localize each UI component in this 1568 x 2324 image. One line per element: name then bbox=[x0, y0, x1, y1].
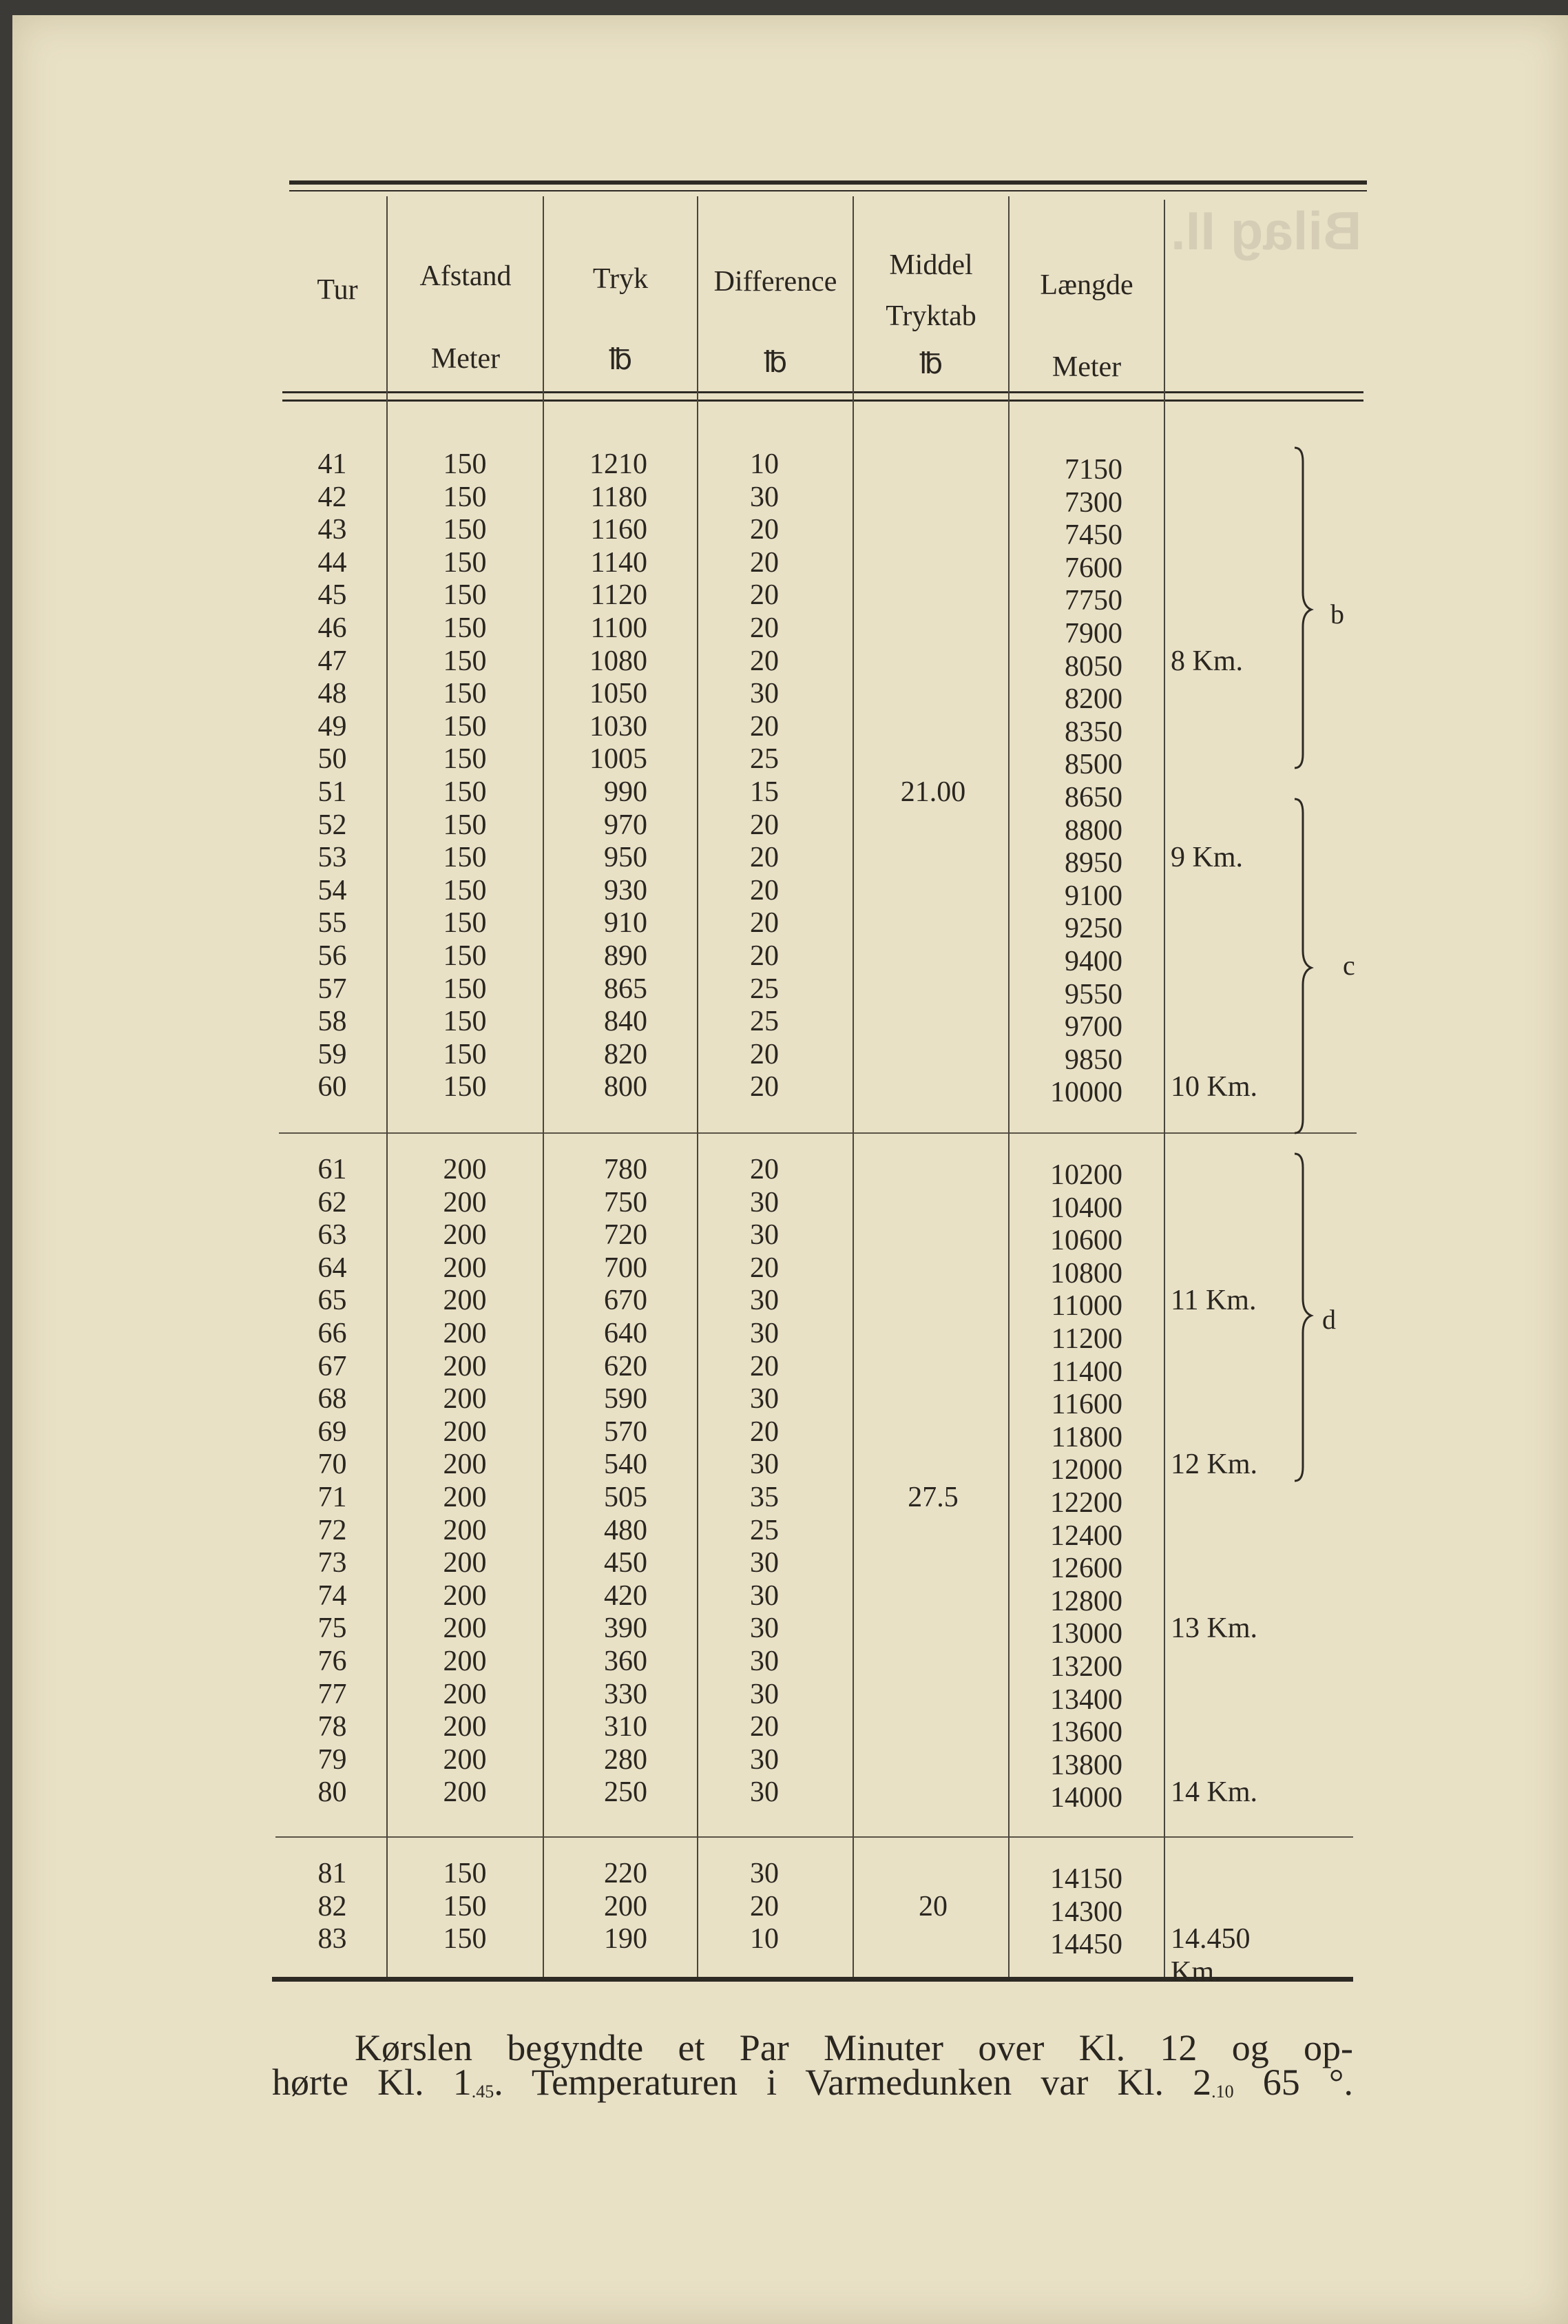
laengde-cell: 12200 bbox=[1050, 1487, 1122, 1519]
top-rule bbox=[289, 180, 1367, 185]
difference-cell: 30 bbox=[750, 1858, 779, 1889]
difference-cell: 20 bbox=[750, 842, 779, 874]
tur-cell: 71 bbox=[317, 1482, 347, 1513]
difference-cell: 30 bbox=[750, 1219, 779, 1252]
tryk-cell: 1080 bbox=[589, 645, 647, 677]
tur-cell: 62 bbox=[317, 1186, 347, 1218]
tryk-cell: 720 bbox=[604, 1219, 647, 1252]
table-row bbox=[0, 1481, 1568, 1519]
grouping-braces bbox=[1281, 441, 1322, 1502]
laengde-cell: 10400 bbox=[1050, 1192, 1122, 1224]
laengde-cell: 8650 bbox=[1065, 782, 1122, 813]
laengde-cell: 13200 bbox=[1050, 1651, 1122, 1683]
difference-cell: 30 bbox=[750, 1547, 779, 1579]
table-row bbox=[0, 1415, 1568, 1453]
difference-cell: 20 bbox=[750, 809, 779, 841]
difference-cell: 10 bbox=[750, 448, 779, 480]
afstand-cell: 200 bbox=[443, 1219, 487, 1252]
difference-cell: 15 bbox=[750, 776, 779, 808]
tryk-cell: 950 bbox=[604, 842, 647, 874]
difference-cell: 25 bbox=[750, 1006, 779, 1038]
tur-cell: 63 bbox=[317, 1219, 347, 1252]
afstand-cell: 200 bbox=[443, 1612, 487, 1645]
table-row bbox=[0, 1546, 1568, 1585]
tryk-cell: 590 bbox=[604, 1383, 647, 1415]
afstand-cell: 200 bbox=[443, 1743, 487, 1776]
laengde-cell: 7600 bbox=[1065, 552, 1122, 584]
afstand-cell: 200 bbox=[443, 1350, 487, 1382]
laengde-cell: 9250 bbox=[1065, 913, 1122, 945]
show-through-title: Bilag II. bbox=[1171, 200, 1362, 261]
table-row bbox=[0, 645, 1568, 683]
tur-cell: 55 bbox=[317, 907, 347, 940]
tryk-cell: 280 bbox=[604, 1743, 647, 1776]
table-row bbox=[0, 710, 1568, 748]
middel-tryktab-cell: 20 bbox=[919, 1890, 948, 1922]
afstand-cell: 200 bbox=[443, 1449, 487, 1481]
difference-cell: 20 bbox=[750, 907, 779, 940]
difference-cell: 30 bbox=[750, 1449, 779, 1481]
tryk-cell: 620 bbox=[604, 1350, 647, 1382]
tur-cell: 64 bbox=[317, 1252, 347, 1284]
tryk-cell: 310 bbox=[604, 1711, 647, 1743]
difference-cell: 20 bbox=[750, 1890, 779, 1922]
afstand-cell: 200 bbox=[443, 1514, 487, 1546]
header-middel-unit: ℔ bbox=[919, 349, 943, 380]
difference-cell: 20 bbox=[750, 940, 779, 972]
afstand-cell: 150 bbox=[443, 612, 487, 644]
afstand-cell: 150 bbox=[443, 710, 487, 743]
laengde-cell: 7450 bbox=[1065, 519, 1122, 552]
tryk-cell: 700 bbox=[604, 1252, 647, 1284]
difference-cell: 30 bbox=[750, 1646, 779, 1677]
header-rule-2 bbox=[282, 400, 1363, 402]
tryk-cell: 750 bbox=[604, 1186, 647, 1218]
footnote-text: 65 °. bbox=[1233, 2062, 1353, 2103]
tryk-cell: 390 bbox=[604, 1612, 647, 1645]
tur-cell: 82 bbox=[317, 1890, 347, 1922]
tur-cell: 48 bbox=[317, 678, 347, 710]
km-note: 14.450 Km. bbox=[1171, 1923, 1251, 1989]
tur-cell: 50 bbox=[317, 743, 347, 776]
afstand-cell: 150 bbox=[443, 448, 487, 480]
tryk-cell: 640 bbox=[604, 1318, 647, 1349]
tur-cell: 60 bbox=[317, 1071, 347, 1103]
brace-label-c: c bbox=[1343, 950, 1355, 981]
header-difference: Difference bbox=[713, 266, 837, 298]
tur-cell: 66 bbox=[317, 1318, 347, 1349]
difference-cell: 25 bbox=[750, 1514, 779, 1546]
tryk-cell: 360 bbox=[604, 1646, 647, 1677]
tryk-cell: 420 bbox=[604, 1579, 647, 1612]
laengde-cell: 8950 bbox=[1065, 847, 1122, 880]
tur-cell: 65 bbox=[317, 1285, 347, 1317]
header-afstand: Afstand bbox=[419, 260, 512, 292]
tur-cell: 58 bbox=[317, 1006, 347, 1038]
tryk-cell: 930 bbox=[604, 874, 647, 906]
table-row bbox=[0, 1857, 1568, 1895]
tur-cell: 53 bbox=[317, 842, 347, 874]
header-tur: Tur bbox=[317, 274, 358, 306]
table-row bbox=[0, 1922, 1568, 1989]
laengde-cell: 10600 bbox=[1050, 1225, 1122, 1257]
difference-cell: 30 bbox=[750, 1776, 779, 1809]
km-note: 14 Km. bbox=[1171, 1776, 1257, 1809]
table-row bbox=[0, 546, 1568, 584]
afstand-cell: 150 bbox=[443, 645, 487, 677]
tryk-cell: 800 bbox=[604, 1071, 647, 1103]
tryk-cell: 250 bbox=[604, 1776, 647, 1809]
tryk-cell: 910 bbox=[604, 907, 647, 940]
afstand-cell: 150 bbox=[443, 842, 487, 874]
tur-cell: 78 bbox=[317, 1711, 347, 1743]
afstand-cell: 150 bbox=[443, 776, 487, 808]
table-row bbox=[0, 776, 1568, 813]
section-divider-2 bbox=[275, 1836, 1353, 1838]
footnote-sub: .45 bbox=[471, 2082, 494, 2102]
laengde-cell: 8200 bbox=[1065, 683, 1122, 716]
tur-cell: 73 bbox=[317, 1547, 347, 1579]
header-middel: Middel bbox=[889, 249, 973, 281]
afstand-cell: 150 bbox=[443, 481, 487, 513]
table-row bbox=[0, 743, 1568, 781]
laengde-cell: 8500 bbox=[1065, 749, 1122, 781]
afstand-cell: 200 bbox=[443, 1415, 487, 1448]
tryk-cell: 1030 bbox=[589, 710, 647, 743]
top-rule-thin bbox=[289, 190, 1367, 191]
tryk-cell: 330 bbox=[604, 1678, 647, 1710]
afstand-cell: 200 bbox=[443, 1186, 487, 1218]
table-row bbox=[0, 1776, 1568, 1814]
tryk-cell: 190 bbox=[604, 1923, 647, 1955]
header-laengde: Længde bbox=[1040, 269, 1133, 301]
tryk-cell: 890 bbox=[604, 940, 647, 972]
difference-cell: 30 bbox=[750, 1383, 779, 1415]
table-row bbox=[0, 481, 1568, 519]
tryk-cell: 1160 bbox=[590, 514, 647, 546]
laengde-cell: 9850 bbox=[1065, 1044, 1122, 1076]
laengde-cell: 10200 bbox=[1050, 1159, 1122, 1191]
table-row bbox=[0, 1514, 1568, 1552]
tryk-cell: 840 bbox=[604, 1006, 647, 1038]
afstand-cell: 150 bbox=[443, 1858, 487, 1889]
laengde-cell: 10800 bbox=[1050, 1257, 1122, 1289]
difference-cell: 20 bbox=[750, 645, 779, 677]
afstand-cell: 150 bbox=[443, 546, 487, 579]
afstand-cell: 150 bbox=[443, 1071, 487, 1103]
difference-cell: 20 bbox=[750, 546, 779, 579]
afstand-cell: 200 bbox=[443, 1547, 487, 1579]
tur-cell: 49 bbox=[317, 710, 347, 743]
footnote-line-2 bbox=[272, 2062, 1353, 2109]
difference-cell: 30 bbox=[750, 481, 779, 513]
afstand-cell: 200 bbox=[443, 1678, 487, 1710]
difference-cell: 20 bbox=[750, 579, 779, 612]
laengde-cell: 7300 bbox=[1065, 486, 1122, 519]
brace-c-icon bbox=[1295, 799, 1311, 1133]
afstand-cell: 150 bbox=[443, 1890, 487, 1922]
afstand-cell: 150 bbox=[443, 907, 487, 940]
tur-cell: 59 bbox=[317, 1038, 347, 1070]
tur-cell: 42 bbox=[317, 481, 347, 513]
table-row bbox=[0, 1645, 1568, 1683]
afstand-cell: 200 bbox=[443, 1482, 487, 1513]
afstand-cell: 150 bbox=[443, 514, 487, 546]
difference-cell: 35 bbox=[750, 1482, 779, 1513]
tryk-cell: 450 bbox=[604, 1547, 647, 1579]
afstand-cell: 150 bbox=[443, 579, 487, 612]
table-row bbox=[0, 1153, 1568, 1191]
difference-cell: 20 bbox=[750, 1038, 779, 1070]
tur-cell: 77 bbox=[317, 1678, 347, 1710]
laengde-cell: 7750 bbox=[1065, 585, 1122, 617]
tryk-cell: 1050 bbox=[589, 678, 647, 710]
section-divider-1 bbox=[279, 1132, 1357, 1134]
laengde-cell: 11000 bbox=[1051, 1290, 1122, 1322]
tryk-cell: 540 bbox=[604, 1449, 647, 1481]
laengde-cell: 14450 bbox=[1050, 1929, 1122, 1961]
laengde-cell: 13600 bbox=[1050, 1716, 1122, 1749]
difference-cell: 25 bbox=[750, 973, 779, 1005]
header-tryk-unit: ℔ bbox=[608, 344, 633, 376]
afstand-cell: 150 bbox=[443, 973, 487, 1005]
laengde-cell: 8050 bbox=[1065, 650, 1122, 683]
middel-tryktab-cell: 21.00 bbox=[900, 776, 966, 808]
tur-cell: 52 bbox=[317, 809, 347, 841]
km-note: 8 Km. bbox=[1171, 645, 1243, 677]
brace-d-icon bbox=[1295, 1154, 1311, 1481]
difference-cell: 20 bbox=[750, 1415, 779, 1448]
difference-cell: 30 bbox=[750, 678, 779, 710]
laengde-cell: 12800 bbox=[1050, 1585, 1122, 1617]
difference-cell: 30 bbox=[750, 1612, 779, 1645]
table-row bbox=[0, 973, 1568, 1010]
laengde-cell: 11400 bbox=[1051, 1356, 1122, 1388]
table-row bbox=[0, 1038, 1568, 1076]
table-row bbox=[0, 1005, 1568, 1044]
laengde-cell: 9550 bbox=[1065, 978, 1122, 1010]
table-row bbox=[0, 677, 1568, 716]
brace-label-d: d bbox=[1322, 1304, 1336, 1335]
difference-cell: 30 bbox=[750, 1579, 779, 1612]
laengde-cell: 13000 bbox=[1050, 1618, 1122, 1650]
difference-cell: 20 bbox=[750, 1711, 779, 1743]
tryk-cell: 1120 bbox=[590, 579, 647, 612]
afstand-cell: 150 bbox=[443, 1006, 487, 1038]
laengde-cell: 8800 bbox=[1065, 814, 1122, 847]
laengde-cell: 11200 bbox=[1051, 1323, 1122, 1355]
afstand-cell: 200 bbox=[443, 1285, 487, 1317]
tryk-cell: 220 bbox=[604, 1858, 647, 1889]
table-row bbox=[0, 1382, 1568, 1421]
laengde-cell: 12000 bbox=[1050, 1454, 1122, 1486]
tryk-cell: 1210 bbox=[589, 448, 647, 480]
middel-tryktab-cell: 27.5 bbox=[908, 1482, 959, 1513]
brace-label-b: b bbox=[1330, 599, 1344, 630]
tryk-cell: 990 bbox=[604, 776, 647, 808]
difference-cell: 20 bbox=[750, 1154, 779, 1185]
km-note: 13 Km. bbox=[1171, 1612, 1257, 1645]
tur-cell: 70 bbox=[317, 1449, 347, 1481]
footnote-text: hørte Kl. 1 bbox=[272, 2062, 472, 2103]
tryk-cell: 670 bbox=[604, 1285, 647, 1317]
tur-cell: 83 bbox=[317, 1923, 347, 1955]
tur-cell: 72 bbox=[317, 1514, 347, 1546]
header-afstand-unit: Meter bbox=[430, 343, 501, 375]
afstand-cell: 150 bbox=[443, 678, 487, 710]
table-row bbox=[0, 1743, 1568, 1781]
tur-cell: 80 bbox=[317, 1776, 347, 1809]
tur-cell: 46 bbox=[317, 612, 347, 644]
afstand-cell: 150 bbox=[443, 874, 487, 906]
laengde-cell: 7150 bbox=[1065, 454, 1122, 486]
tur-cell: 75 bbox=[317, 1612, 347, 1645]
tryk-cell: 480 bbox=[604, 1514, 647, 1546]
tur-cell: 47 bbox=[317, 645, 347, 677]
table-row bbox=[0, 1350, 1568, 1388]
difference-cell: 20 bbox=[750, 1252, 779, 1284]
tur-cell: 51 bbox=[317, 776, 347, 808]
tur-cell: 69 bbox=[317, 1415, 347, 1448]
tur-cell: 41 bbox=[317, 448, 347, 480]
tryk-cell: 820 bbox=[604, 1038, 647, 1070]
table-row bbox=[0, 1612, 1568, 1650]
difference-cell: 30 bbox=[750, 1186, 779, 1218]
afstand-cell: 200 bbox=[443, 1579, 487, 1612]
header-tryk: Tryk bbox=[592, 263, 649, 295]
tryk-cell: 970 bbox=[604, 809, 647, 841]
brace-b-icon bbox=[1295, 448, 1311, 768]
table-row bbox=[0, 513, 1568, 552]
tryk-cell: 1005 bbox=[589, 743, 647, 776]
difference-cell: 30 bbox=[750, 1743, 779, 1776]
laengde-cell: 9700 bbox=[1065, 1011, 1122, 1044]
afstand-cell: 200 bbox=[443, 1646, 487, 1677]
tryk-cell: 1140 bbox=[590, 546, 647, 579]
table-row bbox=[0, 874, 1568, 912]
tur-cell: 68 bbox=[317, 1383, 347, 1415]
tur-cell: 76 bbox=[317, 1646, 347, 1677]
difference-cell: 20 bbox=[750, 1350, 779, 1382]
table-row bbox=[0, 1890, 1568, 1928]
tur-cell: 56 bbox=[317, 940, 347, 972]
afstand-cell: 200 bbox=[443, 1154, 487, 1185]
table-row bbox=[0, 1678, 1568, 1716]
footnote-text: . Temperaturen i Varmedunken var Kl. 2 bbox=[494, 2062, 1212, 2103]
afstand-cell: 150 bbox=[443, 743, 487, 776]
tryk-cell: 1180 bbox=[590, 481, 647, 513]
table-row bbox=[0, 1252, 1568, 1289]
table-row bbox=[0, 1448, 1568, 1486]
tryk-cell: 505 bbox=[604, 1482, 647, 1513]
laengde-cell: 14150 bbox=[1050, 1863, 1122, 1895]
footnote-line-1: Kørslen begyndte et Par Minuter over Kl. 12 og op- bbox=[355, 2027, 1353, 2068]
laengde-cell: 14300 bbox=[1050, 1896, 1122, 1928]
laengde-cell: 10000 bbox=[1050, 1077, 1122, 1109]
afstand-cell: 150 bbox=[443, 940, 487, 972]
afstand-cell: 200 bbox=[443, 1383, 487, 1415]
afstand-cell: 150 bbox=[443, 809, 487, 841]
laengde-cell: 11800 bbox=[1051, 1421, 1122, 1453]
tur-cell: 79 bbox=[317, 1743, 347, 1776]
table-row bbox=[0, 1710, 1568, 1749]
km-note: 12 Km. bbox=[1171, 1449, 1257, 1481]
afstand-cell: 200 bbox=[443, 1252, 487, 1284]
km-note: 11 Km. bbox=[1171, 1285, 1257, 1317]
km-note: 10 Km. bbox=[1171, 1071, 1257, 1103]
tur-cell: 81 bbox=[317, 1858, 347, 1889]
tryk-cell: 865 bbox=[604, 973, 647, 1005]
tur-cell: 57 bbox=[317, 973, 347, 1005]
laengde-cell: 12600 bbox=[1050, 1553, 1122, 1585]
tur-cell: 67 bbox=[317, 1350, 347, 1382]
table-row bbox=[0, 906, 1568, 945]
laengde-cell: 13800 bbox=[1050, 1749, 1122, 1781]
table-row bbox=[0, 1070, 1568, 1109]
laengde-cell: 9100 bbox=[1065, 880, 1122, 912]
difference-cell: 20 bbox=[750, 710, 779, 743]
table-row bbox=[0, 841, 1568, 880]
footnote-sub: .10 bbox=[1211, 2082, 1234, 2102]
afstand-cell: 150 bbox=[443, 1038, 487, 1070]
afstand-cell: 200 bbox=[443, 1318, 487, 1349]
tur-cell: 43 bbox=[317, 514, 347, 546]
difference-cell: 30 bbox=[750, 1285, 779, 1317]
tur-cell: 54 bbox=[317, 874, 347, 906]
km-note: 9 Km. bbox=[1171, 842, 1243, 874]
afstand-cell: 200 bbox=[443, 1776, 487, 1809]
difference-cell: 30 bbox=[750, 1678, 779, 1710]
laengde-cell: 9400 bbox=[1065, 946, 1122, 977]
table-row bbox=[0, 1186, 1568, 1224]
header-laengde-unit: Meter bbox=[1052, 351, 1122, 383]
difference-cell: 20 bbox=[750, 612, 779, 644]
tryk-cell: 200 bbox=[604, 1890, 647, 1922]
table-row bbox=[0, 1579, 1568, 1617]
header-rule bbox=[282, 391, 1363, 393]
table-row bbox=[0, 809, 1568, 847]
tur-cell: 74 bbox=[317, 1579, 347, 1612]
difference-cell: 10 bbox=[750, 1923, 779, 1955]
tryk-cell: 570 bbox=[604, 1415, 647, 1448]
laengde-cell: 8350 bbox=[1065, 716, 1122, 748]
header-tryktab: Tryktab bbox=[886, 300, 976, 332]
tur-cell: 45 bbox=[317, 579, 347, 612]
tur-cell: 44 bbox=[317, 546, 347, 579]
difference-cell: 30 bbox=[750, 1318, 779, 1349]
laengde-cell: 7900 bbox=[1065, 618, 1122, 650]
laengde-cell: 13400 bbox=[1050, 1683, 1122, 1716]
table-row bbox=[0, 448, 1568, 486]
difference-cell: 25 bbox=[750, 743, 779, 776]
tryk-cell: 780 bbox=[604, 1154, 647, 1185]
difference-cell: 20 bbox=[750, 874, 779, 906]
afstand-cell: 150 bbox=[443, 1923, 487, 1955]
tryk-cell: 1100 bbox=[590, 612, 647, 644]
difference-cell: 20 bbox=[750, 514, 779, 546]
afstand-cell: 200 bbox=[443, 1711, 487, 1743]
laengde-cell: 11600 bbox=[1051, 1389, 1122, 1421]
table-row bbox=[0, 940, 1568, 977]
header-difference-unit: ℔ bbox=[763, 347, 788, 379]
tur-cell: 61 bbox=[317, 1154, 347, 1185]
difference-cell: 20 bbox=[750, 1071, 779, 1103]
laengde-cell: 14000 bbox=[1050, 1782, 1122, 1814]
laengde-cell: 12400 bbox=[1050, 1519, 1122, 1552]
table-row bbox=[0, 1218, 1568, 1257]
